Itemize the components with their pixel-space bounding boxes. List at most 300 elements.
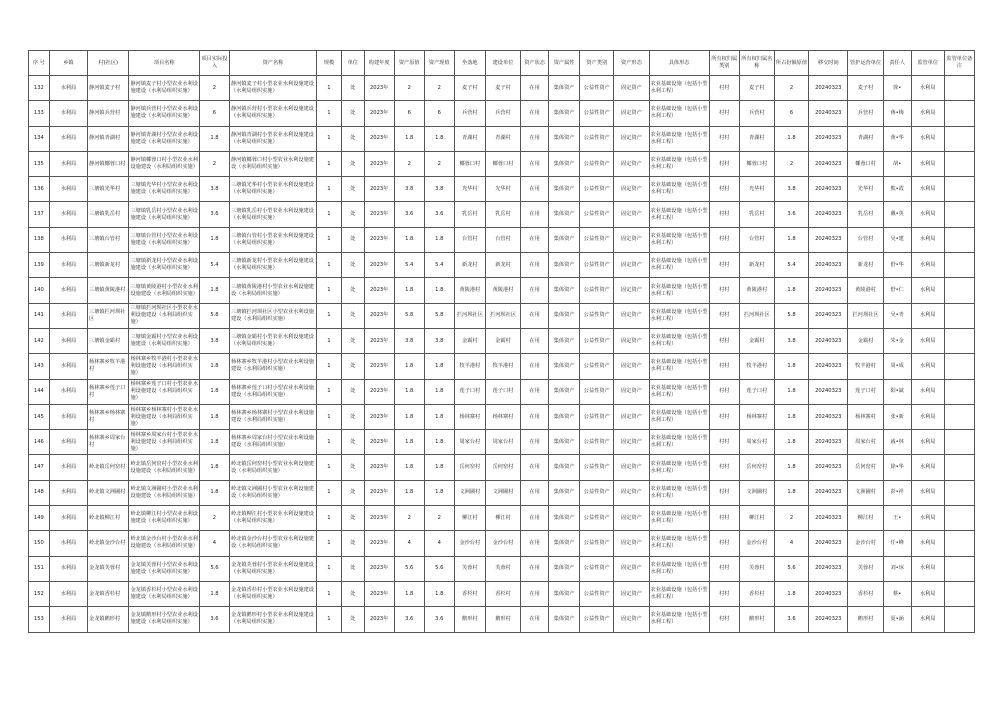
form-cell: 固定资产	[614, 607, 649, 632]
builder-cell: 周家台村	[485, 430, 520, 455]
category-cell: 公益性资产	[580, 581, 614, 606]
ownership-type-cell: 村村	[709, 227, 739, 252]
town-cell: 水利局	[49, 607, 87, 632]
status-cell: 在用	[521, 480, 549, 505]
status-cell: 在用	[521, 227, 549, 252]
asset-name-cell: 三塘镇台管村小型农业水利设施建设（水利局组织实施）	[229, 227, 316, 252]
category-cell: 公益性资产	[580, 480, 614, 505]
town-cell: 水利局	[49, 151, 87, 176]
ownership-type-cell: 村村	[709, 253, 739, 278]
status-cell: 在用	[521, 303, 549, 328]
share-value-cell: 3.6	[774, 202, 808, 227]
asset-name-cell: 岭北镇岳何窑村小型农业水利设施建设（水利局组织实施）	[229, 455, 316, 480]
builder-cell: 台管村	[485, 227, 520, 252]
column-header: 资产状态	[521, 51, 549, 76]
row-number: 150	[29, 531, 50, 556]
row-number: 153	[29, 607, 50, 632]
town-cell: 水利局	[49, 126, 87, 151]
village-cell: 杨林寨乡莲子口村	[88, 379, 129, 404]
ownership-name-cell: 莲子口村	[739, 379, 774, 404]
investment-cell: 2	[199, 506, 229, 531]
category-cell: 公益性资产	[580, 202, 614, 227]
table-row	[29, 607, 975, 632]
row-number: 137	[29, 202, 50, 227]
column-header: 项目实际投入	[199, 51, 229, 76]
village-cell: 杨林寨乡牧羊港村	[88, 354, 129, 379]
asset-name-cell: 三塘镇黄陵港村小型农业水利设施建设（水利局组织实施）	[229, 278, 316, 303]
column-header: 所有权归属类别	[709, 51, 739, 76]
year-cell: 2023年	[364, 480, 394, 505]
ownership-name-cell: 兵营村	[739, 101, 774, 126]
scale-cell: 1	[317, 227, 342, 252]
transfer-date-cell: 20240323	[809, 455, 848, 480]
form-cell: 固定资产	[614, 379, 649, 404]
location-cell: 金沙台村	[454, 531, 485, 556]
note-cell	[944, 404, 974, 429]
supervisor-cell: 水利局	[911, 76, 944, 101]
ownership-name-cell: 金霸村	[739, 328, 774, 353]
town-cell: 水利局	[49, 581, 87, 606]
project-name-cell: 岭北镇金沙台村小型农业水利设施建设（水利局组织实施）	[129, 531, 199, 556]
column-header: 构建年度	[364, 51, 394, 76]
original-value-cell: 1.8	[394, 430, 424, 455]
attribute-cell: 集体资产	[549, 177, 580, 202]
ownership-name-cell: 柳江村	[739, 506, 774, 531]
location-cell: 黄陵港村	[454, 278, 485, 303]
form-cell: 固定资产	[614, 556, 649, 581]
investment-cell: 4	[199, 531, 229, 556]
supervisor-cell: 水利局	[911, 177, 944, 202]
transfer-date-cell: 20240323	[809, 177, 848, 202]
detail-form-cell: 农业基础设施（包括小型水利工程）	[649, 607, 709, 632]
manager-cell: 乳岳村	[848, 202, 883, 227]
note-cell	[944, 506, 974, 531]
builder-cell: 文洲圃村	[485, 480, 520, 505]
status-cell: 在用	[521, 253, 549, 278]
scale-cell: 1	[317, 531, 342, 556]
unit-cell: 处	[341, 430, 364, 455]
ownership-type-cell: 村村	[709, 607, 739, 632]
status-cell: 在用	[521, 581, 549, 606]
detail-form-cell: 农业基础设施（包括小型水利工程）	[649, 177, 709, 202]
year-cell: 2023年	[364, 455, 394, 480]
asset-name-cell: 静河镇麦子村小型农业水利设施建设（水利局组织实施）	[229, 76, 316, 101]
year-cell: 2023年	[364, 126, 394, 151]
supervisor-cell: 水利局	[911, 202, 944, 227]
asset-name-cell: 金龙镇鹅形村小型农业水利设施建设（水利局组织实施）	[229, 607, 316, 632]
scale-cell: 1	[317, 151, 342, 176]
responsible-person-cell: 胡•	[883, 151, 911, 176]
current-value-cell: 5.8	[424, 303, 454, 328]
note-cell	[944, 607, 974, 632]
supervisor-cell: 水利局	[911, 227, 944, 252]
share-value-cell: 6	[774, 101, 808, 126]
row-number: 133	[29, 101, 50, 126]
ownership-name-cell: 文洲圃村	[739, 480, 774, 505]
investment-cell: 1.8	[199, 379, 229, 404]
location-cell: 文洲圃村	[454, 480, 485, 505]
year-cell: 2023年	[364, 328, 394, 353]
transfer-date-cell: 20240323	[809, 404, 848, 429]
asset-name-cell: 杨林寨乡杨林寨村小型农业水利设施建设（水利局组织实施）	[229, 404, 316, 429]
town-cell: 水利局	[49, 379, 87, 404]
scale-cell: 1	[317, 177, 342, 202]
project-name-cell: 杨林寨乡莲子口村小型农业水利设施建设（水利局组织实施）	[129, 379, 199, 404]
detail-form-cell: 农业基础设施（包括小型水利工程）	[649, 430, 709, 455]
project-name-cell: 金龙镇鹅形村小型农业水利设施建设（水利局组织实施）	[129, 607, 199, 632]
builder-cell: 柳江村	[485, 506, 520, 531]
category-cell: 公益性资产	[580, 227, 614, 252]
unit-cell: 处	[341, 202, 364, 227]
builder-cell: 金霸村	[485, 328, 520, 353]
scale-cell: 1	[317, 480, 342, 505]
location-cell: 麦子村	[454, 76, 485, 101]
location-cell: 岳何窑村	[454, 455, 485, 480]
table-row	[29, 227, 975, 252]
row-number: 135	[29, 151, 50, 176]
project-name-cell: 静河镇青湖村小型农业水利设施建设（水利局组织实施）	[129, 126, 199, 151]
ownership-name-cell: 青湖村	[739, 126, 774, 151]
share-value-cell: 1.8	[774, 126, 808, 151]
share-value-cell: 4	[774, 531, 808, 556]
status-cell: 在用	[521, 278, 549, 303]
investment-cell: 1.8	[199, 227, 229, 252]
share-value-cell: 3.6	[774, 607, 808, 632]
detail-form-cell: 农业基础设施（包括小型水利工程）	[649, 101, 709, 126]
project-name-cell: 静河镇椰蓉口村小型农业水利设施建设（水利局组织实施）	[129, 151, 199, 176]
manager-cell: 黄陵港村	[848, 278, 883, 303]
column-header: 序 号	[29, 51, 50, 76]
builder-cell: 鹅形村	[485, 607, 520, 632]
attribute-cell: 集体资产	[549, 101, 580, 126]
attribute-cell: 集体资产	[549, 480, 580, 505]
attribute-cell: 集体资产	[549, 506, 580, 531]
attribute-cell: 集体资产	[549, 328, 580, 353]
column-header: 资产现值	[424, 51, 454, 76]
ownership-name-cell: 台管村	[739, 227, 774, 252]
manager-cell: 金霸村	[848, 328, 883, 353]
responsible-person-cell: 刘•琼	[883, 556, 911, 581]
responsible-person-cell: 蒋•梅	[883, 101, 911, 126]
year-cell: 2023年	[364, 556, 394, 581]
project-name-cell: 杨林寨乡杨林寨村小型农业水利设施建设（水利局组织实施）	[129, 404, 199, 429]
manager-cell: 兵营村	[848, 101, 883, 126]
scale-cell: 1	[317, 581, 342, 606]
location-cell: 青湖村	[454, 126, 485, 151]
current-value-cell: 1.8	[424, 379, 454, 404]
form-cell: 固定资产	[614, 278, 649, 303]
status-cell: 在用	[521, 101, 549, 126]
category-cell: 公益性资产	[580, 151, 614, 176]
supervisor-cell: 水利局	[911, 430, 944, 455]
original-value-cell: 2	[394, 506, 424, 531]
asset-name-cell: 金龙镇香杉村小型农业水利设施建设（水利局组织实施）	[229, 581, 316, 606]
share-value-cell: 3.8	[774, 177, 808, 202]
builder-cell: 拦河坝社区	[485, 303, 520, 328]
current-value-cell: 2	[424, 76, 454, 101]
category-cell: 公益性资产	[580, 126, 614, 151]
transfer-date-cell: 20240323	[809, 354, 848, 379]
column-header: 资产原值	[394, 51, 424, 76]
category-cell: 公益性资产	[580, 531, 614, 556]
unit-cell: 处	[341, 379, 364, 404]
location-cell: 牧羊港村	[454, 354, 485, 379]
builder-cell: 香杉村	[485, 581, 520, 606]
builder-cell: 青湖村	[485, 126, 520, 151]
location-cell: 台管村	[454, 227, 485, 252]
note-cell	[944, 303, 974, 328]
responsible-person-cell: 徐•华	[883, 455, 911, 480]
year-cell: 2023年	[364, 581, 394, 606]
responsible-person-cell: 熊•霞	[883, 177, 911, 202]
category-cell: 公益性资产	[580, 556, 614, 581]
share-value-cell: 1.8	[774, 430, 808, 455]
ownership-type-cell: 村村	[709, 556, 739, 581]
ownership-name-cell: 拦河坝社区	[739, 303, 774, 328]
original-value-cell: 1.8	[394, 480, 424, 505]
note-cell	[944, 556, 974, 581]
current-value-cell: 1.8	[424, 126, 454, 151]
original-value-cell: 5.4	[394, 253, 424, 278]
project-name-cell: 杨林寨乡周家台村小型农业水利设施建设（水利局组织实施）	[129, 430, 199, 455]
status-cell: 在用	[521, 531, 549, 556]
row-number: 136	[29, 177, 50, 202]
project-name-cell: 金龙镇芙蓉村小型农业水利设施建设（水利局组织实施）	[129, 556, 199, 581]
village-cell: 岭北镇文洲圃村	[88, 480, 129, 505]
column-header: 乡镇	[49, 51, 87, 76]
status-cell: 在用	[521, 177, 549, 202]
asset-table	[28, 50, 975, 633]
builder-cell: 杨林寨村	[485, 404, 520, 429]
manager-cell: 杨林寨村	[848, 404, 883, 429]
manager-cell: 青湖村	[848, 126, 883, 151]
column-header: 管护运营单位	[848, 51, 883, 76]
town-cell: 水利局	[49, 328, 87, 353]
current-value-cell: 1.8	[424, 354, 454, 379]
asset-name-cell: 岭北镇柳江村小型农业水利设施建设（水利局组织实施）	[229, 506, 316, 531]
manager-cell: 莲子口村	[848, 379, 883, 404]
builder-cell: 光华村	[485, 177, 520, 202]
attribute-cell: 集体资产	[549, 151, 580, 176]
ownership-name-cell: 香杉村	[739, 581, 774, 606]
table-row	[29, 480, 975, 505]
town-cell: 水利局	[49, 253, 87, 278]
current-value-cell: 3.8	[424, 177, 454, 202]
current-value-cell: 1.8	[424, 404, 454, 429]
row-number: 151	[29, 556, 50, 581]
location-cell: 香杉村	[454, 581, 485, 606]
responsible-person-cell: 彭•祥	[883, 480, 911, 505]
manager-cell: 鹅形村	[848, 607, 883, 632]
table-row	[29, 581, 975, 606]
ownership-name-cell: 麦子村	[739, 76, 774, 101]
row-number: 148	[29, 480, 50, 505]
unit-cell: 处	[341, 581, 364, 606]
category-cell: 公益性资产	[580, 278, 614, 303]
scale-cell: 1	[317, 430, 342, 455]
table-row	[29, 177, 975, 202]
share-value-cell: 2	[774, 506, 808, 531]
village-cell: 静河镇兵营村	[88, 101, 129, 126]
column-header: 单位	[341, 51, 364, 76]
location-cell: 光华村	[454, 177, 485, 202]
note-cell	[944, 101, 974, 126]
note-cell	[944, 227, 974, 252]
ownership-name-cell: 乳岳村	[739, 202, 774, 227]
investment-cell: 1.8	[199, 430, 229, 455]
ownership-name-cell: 杨林寨村	[739, 404, 774, 429]
column-header: 建设单位	[485, 51, 520, 76]
form-cell: 固定资产	[614, 328, 649, 353]
village-cell: 三塘镇乳岳村	[88, 202, 129, 227]
column-header: 移交时间	[809, 51, 848, 76]
supervisor-cell: 水利局	[911, 506, 944, 531]
transfer-date-cell: 20240323	[809, 76, 848, 101]
unit-cell: 处	[341, 531, 364, 556]
column-header: 监管单位备注	[944, 51, 974, 76]
transfer-date-cell: 20240323	[809, 531, 848, 556]
manager-cell: 新龙村	[848, 253, 883, 278]
transfer-date-cell: 20240323	[809, 278, 848, 303]
asset-name-cell: 静河镇青湖村小型农业水利设施建设（水利局组织实施）	[229, 126, 316, 151]
supervisor-cell: 水利局	[911, 607, 944, 632]
ownership-name-cell: 椰蓉口村	[739, 151, 774, 176]
table-header-row	[29, 51, 975, 76]
share-value-cell: 5.8	[774, 303, 808, 328]
manager-cell: 金沙台村	[848, 531, 883, 556]
ownership-name-cell: 新龙村	[739, 253, 774, 278]
project-name-cell: 岭北镇柳江村小型农业水利设施建设（水利局组织实施）	[129, 506, 199, 531]
original-value-cell: 4	[394, 531, 424, 556]
column-header: 资产类别	[580, 51, 614, 76]
responsible-person-cell: 徐•	[883, 76, 911, 101]
asset-name-cell: 岭北镇文洲圃村小型农业水利设施建设（水利局组织实施）	[229, 480, 316, 505]
original-value-cell: 2	[394, 151, 424, 176]
project-name-cell: 三塘镇金霸村小型农业水利设施建设（水利局组织实施）	[129, 328, 199, 353]
manager-cell: 岳何窑村	[848, 455, 883, 480]
supervisor-cell: 水利局	[911, 126, 944, 151]
scale-cell: 1	[317, 455, 342, 480]
supervisor-cell: 水利局	[911, 303, 944, 328]
village-cell: 三塘镇台管村	[88, 227, 129, 252]
investment-cell: 3.8	[199, 177, 229, 202]
manager-cell: 芙蓉村	[848, 556, 883, 581]
investment-cell: 6	[199, 101, 229, 126]
builder-cell: 牧羊港村	[485, 354, 520, 379]
category-cell: 公益性资产	[580, 379, 614, 404]
note-cell	[944, 177, 974, 202]
village-cell: 金龙镇芙蓉村	[88, 556, 129, 581]
investment-cell: 2	[199, 151, 229, 176]
unit-cell: 处	[341, 253, 364, 278]
column-header: 监管单位	[911, 51, 944, 76]
original-value-cell: 2	[394, 76, 424, 101]
asset-name-cell: 三塘镇光华村小型农业水利设施建设（水利局组织实施）	[229, 177, 316, 202]
original-value-cell: 6	[394, 101, 424, 126]
project-name-cell: 金龙镇香杉村小型农业水利设施建设（水利局组织实施）	[129, 581, 199, 606]
status-cell: 在用	[521, 430, 549, 455]
detail-form-cell: 农业基础设施（包括小型水利工程）	[649, 404, 709, 429]
attribute-cell: 集体资产	[549, 76, 580, 101]
year-cell: 2023年	[364, 76, 394, 101]
scale-cell: 1	[317, 607, 342, 632]
share-value-cell: 5.4	[774, 253, 808, 278]
investment-cell: 1.8	[199, 404, 229, 429]
original-value-cell: 1.8	[394, 354, 424, 379]
row-number: 138	[29, 227, 50, 252]
attribute-cell: 集体资产	[549, 581, 580, 606]
unit-cell: 处	[341, 303, 364, 328]
table-row	[29, 126, 975, 151]
village-cell: 岭北镇柳江村	[88, 506, 129, 531]
transfer-date-cell: 20240323	[809, 581, 848, 606]
asset-name-cell: 静河镇椰蓉口村小型农业水利设施建设（水利局组织实施）	[229, 151, 316, 176]
attribute-cell: 集体资产	[549, 227, 580, 252]
table-row	[29, 278, 975, 303]
note-cell	[944, 430, 974, 455]
form-cell: 固定资产	[614, 354, 649, 379]
supervisor-cell: 水利局	[911, 278, 944, 303]
location-cell: 椰蓉口村	[454, 151, 485, 176]
supervisor-cell: 水利局	[911, 531, 944, 556]
scale-cell: 1	[317, 202, 342, 227]
town-cell: 水利局	[49, 531, 87, 556]
unit-cell: 处	[341, 506, 364, 531]
original-value-cell: 5.6	[394, 556, 424, 581]
ownership-name-cell: 金沙台村	[739, 531, 774, 556]
attribute-cell: 集体资产	[549, 202, 580, 227]
category-cell: 公益性资产	[580, 76, 614, 101]
detail-form-cell: 农业基础设施（包括小型水利工程）	[649, 506, 709, 531]
town-cell: 水利局	[49, 354, 87, 379]
note-cell	[944, 581, 974, 606]
attribute-cell: 集体资产	[549, 607, 580, 632]
transfer-date-cell: 20240323	[809, 202, 848, 227]
ownership-type-cell: 村村	[709, 278, 739, 303]
investment-cell: 1.8	[199, 354, 229, 379]
asset-name-cell: 岭北镇金沙台村小型农业水利设施建设（水利局组织实施）	[229, 531, 316, 556]
current-value-cell: 4	[424, 531, 454, 556]
supervisor-cell: 水利局	[911, 581, 944, 606]
column-header: 规模	[317, 51, 342, 76]
village-cell: 静河镇麦子村	[88, 76, 129, 101]
detail-form-cell: 农业基础设施（包括小型水利工程）	[649, 556, 709, 581]
note-cell	[944, 354, 974, 379]
responsible-person-cell: 戴•英	[883, 202, 911, 227]
year-cell: 2023年	[364, 430, 394, 455]
asset-name-cell: 三塘镇新龙村小型农业水利设施建设（水利局组织实施）	[229, 253, 316, 278]
column-header: 项目名称	[129, 51, 199, 76]
location-cell: 杨林寨村	[454, 404, 485, 429]
transfer-date-cell: 20240323	[809, 303, 848, 328]
project-name-cell: 三塘镇台管村小型农业水利设施建设（水利局组织实施）	[129, 227, 199, 252]
category-cell: 公益性资产	[580, 607, 614, 632]
location-cell: 乳岳村	[454, 202, 485, 227]
scale-cell: 1	[317, 101, 342, 126]
manager-cell: 光华村	[848, 177, 883, 202]
original-value-cell: 1.8	[394, 379, 424, 404]
unit-cell: 处	[341, 480, 364, 505]
status-cell: 在用	[521, 455, 549, 480]
ownership-type-cell: 村村	[709, 379, 739, 404]
unit-cell: 处	[341, 404, 364, 429]
responsible-person-cell: 周•成	[883, 354, 911, 379]
responsible-person-cell: 张•新	[883, 404, 911, 429]
asset-name-cell: 金龙镇芙蓉村小型农业水利设施建设（水利局组织实施）	[229, 556, 316, 581]
status-cell: 在用	[521, 202, 549, 227]
status-cell: 在用	[521, 151, 549, 176]
form-cell: 固定资产	[614, 76, 649, 101]
